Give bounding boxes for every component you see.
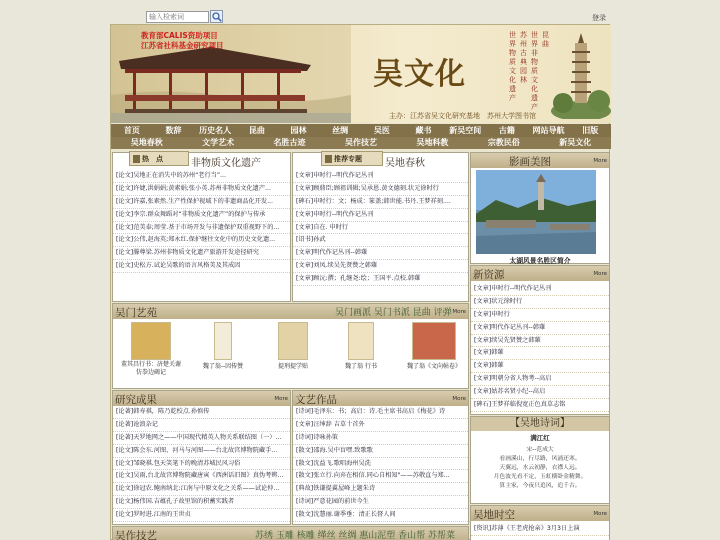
list-item[interactable]: [论著]韩寿祺，陈乃乾校点.孙慎传 [113,406,290,419]
poem-line: 月色波光看不定，玉虹横卧金精舞。 [493,474,587,480]
list-item[interactable]: [碑石]申时行：文；杨成：篆盖;韩世能.书丹.王梦祥刻.... [293,196,468,209]
list-item[interactable]: [文章]自在. 申时行 [293,222,468,235]
list-item[interactable]: [论文]杨伟国.吉蕴孔子故里馆的积蓄实践者 [113,496,290,509]
art-item[interactable] [331,322,391,370]
subnav-item[interactable]: 宗教民俗 [487,138,520,147]
list-item[interactable]: [论文]许嘉,张素然.生产性保护视域下的非遗商品化开发... [113,196,290,209]
nav-item[interactable]: 园林 [290,126,307,135]
list-item[interactable]: [碑石]王梦祥临倪宽正色真草志铭 [471,399,609,412]
main-nav [111,124,611,137]
nav-item[interactable]: 古籍 [498,126,515,135]
nav-item[interactable]: 旧版 [582,126,599,135]
shikong-header [471,506,609,521]
list-item[interactable]: [散文]沈慧丽.谢季垂：清正长督人间 [293,509,468,522]
list-item[interactable]: [文章]顾鼎臣;顾祖训辑;吴承恩.黄文德刻.状元徐时行 [293,183,468,196]
hot-chip[interactable] [129,151,189,166]
list-item[interactable]: [文章]韩薙 [471,360,609,373]
list-item[interactable]: [文章]状元徐时行 [471,296,609,309]
list-item[interactable]: [文章]明代作记丛刊--韩薙 [293,247,468,260]
art-item[interactable] [401,322,467,370]
subnav-item[interactable]: 名胜古迹 [273,138,306,147]
recommend-chip[interactable] [321,151,383,166]
crafts-panel [112,526,469,540]
list-item[interactable]: [论文]邹晓祺.包天笑笔下的晚清苏城民风习俗 [113,458,290,471]
site-banner [111,25,611,123]
newres-title: 新资源 [473,269,505,281]
list-item[interactable]: [资讯]苏薄《王老虎抢亲》3月3日上演 [471,523,609,536]
more-link[interactable]: More [274,396,288,402]
banner-poem-3: 苏州古典园林 [520,31,527,84]
subnav-item[interactable]: 文学艺术 [202,138,235,147]
search-button[interactable] [210,10,223,23]
list-item[interactable]: [论文]范美泰;周莹.基于市场开发与非遗保护双重视野下的... [113,222,290,235]
crafts-title: 吴作技艺 [115,530,157,540]
wumen-header [113,304,468,319]
login-link[interactable]: 登录 [592,14,606,22]
crafts-category-links[interactable]: 苏绣 玉雕 核雕 缂丝 丝绸 惠山泥塑 香山帮 苏帮菜 [255,531,456,540]
list-item[interactable]: [文章]姑苏名贤小纪--高启 [471,386,609,399]
nav-item[interactable]: 昆曲 [248,126,265,135]
search-input[interactable] [146,11,209,23]
book-icon [325,155,332,163]
list-item[interactable]: [文章]申时行 [471,309,609,322]
art-thumbnail [278,322,308,360]
wumen-title: 吴门艺苑 [115,307,157,319]
gallery-header [471,153,609,168]
poem-panel [470,416,610,504]
new-resources-panel [470,265,610,415]
research-panel [112,390,291,525]
subnav-item[interactable]: 吴地科教 [416,138,449,147]
poem-name[interactable]: 满江红 [530,434,550,442]
list-item[interactable]: [论文]许婕,洪娟娟;黄素娟;张小英.苏州非物质文化遗产... [113,183,290,196]
list-item[interactable]: [散文]张立行.向弃在相信.同心自相知"——苏敬直与郑... [293,470,468,483]
culture-title: 文艺作品 [295,394,337,406]
banner-project-1: 教育部CALIS资助项目 [141,31,218,40]
culture-header [293,391,468,406]
list-item[interactable]: [文章]申时行--明代作记丛刊 [471,283,609,296]
art-caption: 提刑提学贴 [277,363,308,370]
nav-item[interactable]: 丝绸 [332,126,349,135]
nav-item[interactable]: 历史名人 [199,126,232,135]
list-item[interactable]: [论著]沧浪杂记 [113,419,290,432]
more-link[interactable]: More [452,396,466,402]
list-item[interactable]: [论文]吴雨,台北故宫博物院藏唐寅《西洲话旧图》真伪考辨... [113,470,290,483]
pagoda-illustration [551,29,611,119]
recommend-chip-label: 推荐专题 [334,154,362,163]
poem-line: 天翼远，水云初静，衣襟人远。 [499,465,581,471]
art-thumbnail [131,322,171,360]
more-link[interactable]: More [452,309,466,315]
banner-title: 吴文化 [373,57,466,92]
art-thumbnail [214,322,232,360]
nav-item[interactable]: 网站导航 [532,126,565,135]
list-item[interactable]: [论文]徐冠农.鲍南纳北:江南与中原文化之关系——试论仲... [113,483,290,496]
art-thumbnail [412,322,456,360]
list-item[interactable]: [论文]滕尊梁.苏州非物质文化遗产旅游开发途径研究 [113,247,290,260]
subnav-item[interactable]: 吴作技艺 [344,138,377,147]
gallery-panel [470,152,610,264]
subnav-item[interactable]: 吴地春秋 [130,138,163,147]
art-caption: 董其昌行书：济楚关谢 仿拳边碣记 [121,361,182,376]
list-item[interactable]: [典故]铁谦提翼屋峰上题朱诗 [293,483,468,496]
more-link[interactable]: More [593,271,607,277]
search-icon [212,12,222,22]
list-item[interactable]: [论文]李宗.群众舞蹈对“非物质文化遗产”的保护与传承 [113,209,290,222]
newres-header [471,266,609,281]
spring-panel [292,152,469,302]
list-item[interactable]: [诗词]毛泽东：书；高启：诗.毛主席书高启《梅花》诗 [293,406,468,419]
lake-photo[interactable] [476,170,596,254]
more-link[interactable]: More [593,158,607,164]
banner-poem-2: 世界非物质文化遗产 [531,31,538,111]
wumen-category-links[interactable]: 吴门画派 吴门书派 昆曲 评弹 [335,308,452,318]
list-item[interactable]: [文章]顾沅:撰；孔继尧:绘；王国平.点校.韩薙 [293,273,468,286]
list-item[interactable]: [论著]天罗地网之——中国现代精英人物关系联结图（一）... [113,432,290,445]
poem-title[interactable]: 【吴地诗词】 [471,417,609,431]
nav-item[interactable]: 藏书 [415,126,432,135]
list-item[interactable]: [诗词]严意花园的前世今生 [293,496,468,509]
list-item[interactable]: [文章]续吴先贤赞之韩薙 [471,335,609,348]
banner-host: 主办：江苏省吴文化研究基地 苏州大学图书馆 [389,112,536,120]
more-link[interactable]: More [593,511,607,517]
art-item[interactable] [193,322,253,370]
art-item[interactable] [263,322,323,370]
subnav-item[interactable]: 新吴文化 [559,138,592,147]
list-item[interactable]: [诗词]诗咏孙策 [293,432,468,445]
poem-line: 看画溪山，行尽路，风涌还寒。 [499,456,581,462]
research-title: 研究成果 [115,394,157,406]
spring-title[interactable]: 吴地春秋 [385,158,425,169]
crafts-header [113,527,468,540]
top-bar [0,0,720,25]
art-caption: 魏了翁--因传赞 [202,363,244,370]
book-icon [133,155,140,163]
nav-item[interactable]: 吴医 [373,126,390,135]
wumen-panel [112,303,469,389]
gallery-caption[interactable]: 太湖风景名胜区简介 [509,257,571,265]
poem-line: 算主家，今夜只追风，追千古。 [499,483,581,489]
hot-chip-label: 热 点 [142,154,163,163]
nav-item[interactable]: 新吴空间 [449,126,482,135]
heritage-title[interactable]: 非物质文化遗产 [191,158,261,169]
art-item[interactable] [121,322,181,377]
list-item[interactable]: [文章]汪绅辞 吉草十首外 [293,419,468,432]
poem-line: 宋--范成大 [526,447,554,453]
list-item[interactable]: [文章]明朝分省人物考--高启 [471,373,609,386]
culture-panel [292,390,469,525]
list-item[interactable]: [文章]韩薙 [471,347,609,360]
list-item[interactable]: [文章]刘凤.续吴先贤赞之韩薙 [293,260,468,273]
heritage-panel [112,152,291,302]
list-item[interactable]: [论文]史松方.试论吴歌的语言风格美及其成因 [113,260,290,273]
list-item[interactable]: [诏书]孙武 [293,234,468,247]
gallery-title: 影画美图 [509,156,551,168]
research-header [113,391,290,406]
banner-project-2: 江苏省社科基金研究项目 [141,41,224,50]
sub-nav [111,137,611,149]
list-item[interactable]: [散文]邵海.吴中盲嘿.致歌歌 [293,445,468,458]
list-item[interactable]: [论文]公伟,赵海英;郑永红.保护继往文化中的历史文化遗... [113,234,290,247]
nav-item[interactable]: 首页 [123,126,140,135]
list-item[interactable]: [文章]明代作记丛刊--韩薙 [471,322,609,335]
shikong-panel [470,505,610,540]
list-item[interactable]: [文章]申时行--明代作记丛刊 [293,209,468,222]
banner-poem-1: 昆曲 [542,31,549,48]
art-caption: 魏了翁 行书 [345,363,377,370]
list-item[interactable]: [散文]沈益飞.歌唱海州吴洗 [293,458,468,471]
shikong-title: 吴地时空 [473,509,515,521]
page-container [110,24,610,540]
list-item[interactable]: [论文]陈会东.河图、河马与河图——台北故宫博物院藏手... [113,445,290,458]
list-item[interactable]: [文章]申时行--明代作记丛刊 [293,170,468,183]
nav-item[interactable]: 数辞 [165,126,182,135]
list-item[interactable]: [论文]罗时进.江南的王世贞 [113,509,290,522]
art-caption: 魏了翁《文向帖卷》 [406,363,461,370]
banner-poem-4: 世界物质文化遗产 [509,31,516,102]
list-item[interactable]: [论文]吴地正在消失中的苏州“老行当”... [113,170,290,183]
art-thumbnail [348,322,374,360]
